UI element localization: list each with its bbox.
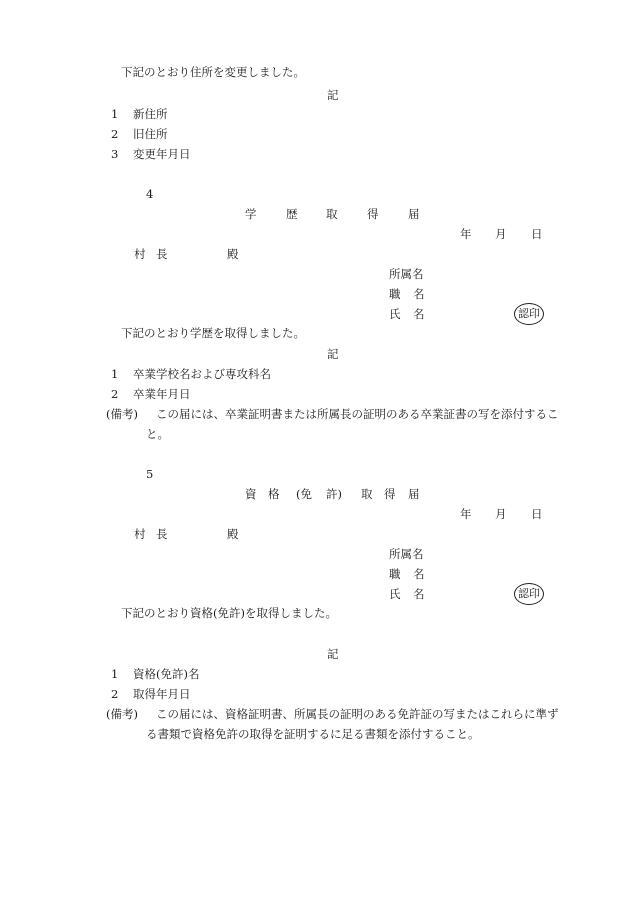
remarks-text: この届には、資格証明書、所属長の証明のある免許証の写またはこれらに準ず [156,707,559,721]
item-old-address: 旧住所 [133,127,168,141]
form-number: 4 [146,187,154,201]
date-year: 年 [460,227,472,241]
item-qualification-name: 資格(免許)名 [133,667,200,681]
title-char: (免 [296,487,312,501]
addressee-mura: 村 [134,527,146,541]
remarks-text-continued: る書類で資格免許の取得を証明するに足る書類を添付すること。 [146,727,480,741]
title-char: 取 [361,487,373,501]
addressee-dono: 殿 [227,247,239,261]
addressee-dono: 殿 [227,527,239,541]
ki-heading: 記 [327,347,339,361]
item-school-name: 卒業学校名および専攻科名 [133,367,271,381]
item-number: 1 [111,107,119,121]
post-label-b: 名 [413,567,425,581]
title-char: 届 [408,207,420,221]
seal-stamp: 認印 [514,303,544,325]
name-label-a: 氏 [389,307,401,321]
item-change-date: 変更年月日 [133,147,191,161]
item-number: 3 [111,147,119,161]
remarks-text: この届には、卒業証明書または所属長の証明のある卒業証書の写を添付するこ [156,407,559,421]
addressee-mura: 村 [134,247,146,261]
ki-heading: 記 [327,88,339,102]
name-label-b: 名 [413,307,425,321]
post-label-b: 名 [413,287,425,301]
title-char: 得 [367,207,379,221]
title-char: 取 [326,207,338,221]
date-year: 年 [460,507,472,521]
item-number: 1 [111,667,119,681]
title-char: 資 [245,487,257,501]
post-label-a: 職 [389,287,401,301]
name-label-b: 名 [413,587,425,601]
item-number: 2 [111,127,119,141]
title-char: 得 [384,487,396,501]
title-char: 届 [408,487,420,501]
item-new-address: 新住所 [133,107,168,121]
item-number: 2 [111,387,119,401]
ki-heading: 記 [327,647,339,661]
date-month: 月 [495,507,507,521]
item-acquisition-date: 取得年月日 [133,687,191,701]
title-char: 格 [268,487,280,501]
name-label-a: 氏 [389,587,401,601]
remarks-label: (備考) [106,707,138,721]
title-char: 歴 [286,207,298,221]
date-day: 日 [531,227,543,241]
title-char: 許) [326,487,342,501]
post-label-a: 職 [389,567,401,581]
addressee-cho: 長 [156,247,168,261]
seal-stamp: 認印 [514,583,544,605]
remarks-label: (備考) [106,407,138,421]
title-char: 学 [245,207,257,221]
qualification-intro: 下記のとおり資格(免許)を取得しました。 [121,606,337,620]
affiliation-label: 所属名 [389,547,424,561]
form-number: 5 [146,467,154,481]
affiliation-label: 所属名 [389,267,424,281]
date-day: 日 [531,507,543,521]
education-intro: 下記のとおり学歴を取得しました。 [121,326,305,340]
item-number: 1 [111,367,119,381]
item-graduation-date: 卒業年月日 [133,387,191,401]
addressee-cho: 長 [156,527,168,541]
date-month: 月 [495,227,507,241]
remarks-text-continued: と。 [146,427,169,441]
item-number: 2 [111,687,119,701]
address-intro: 下記のとおり住所を変更しました。 [121,65,305,79]
